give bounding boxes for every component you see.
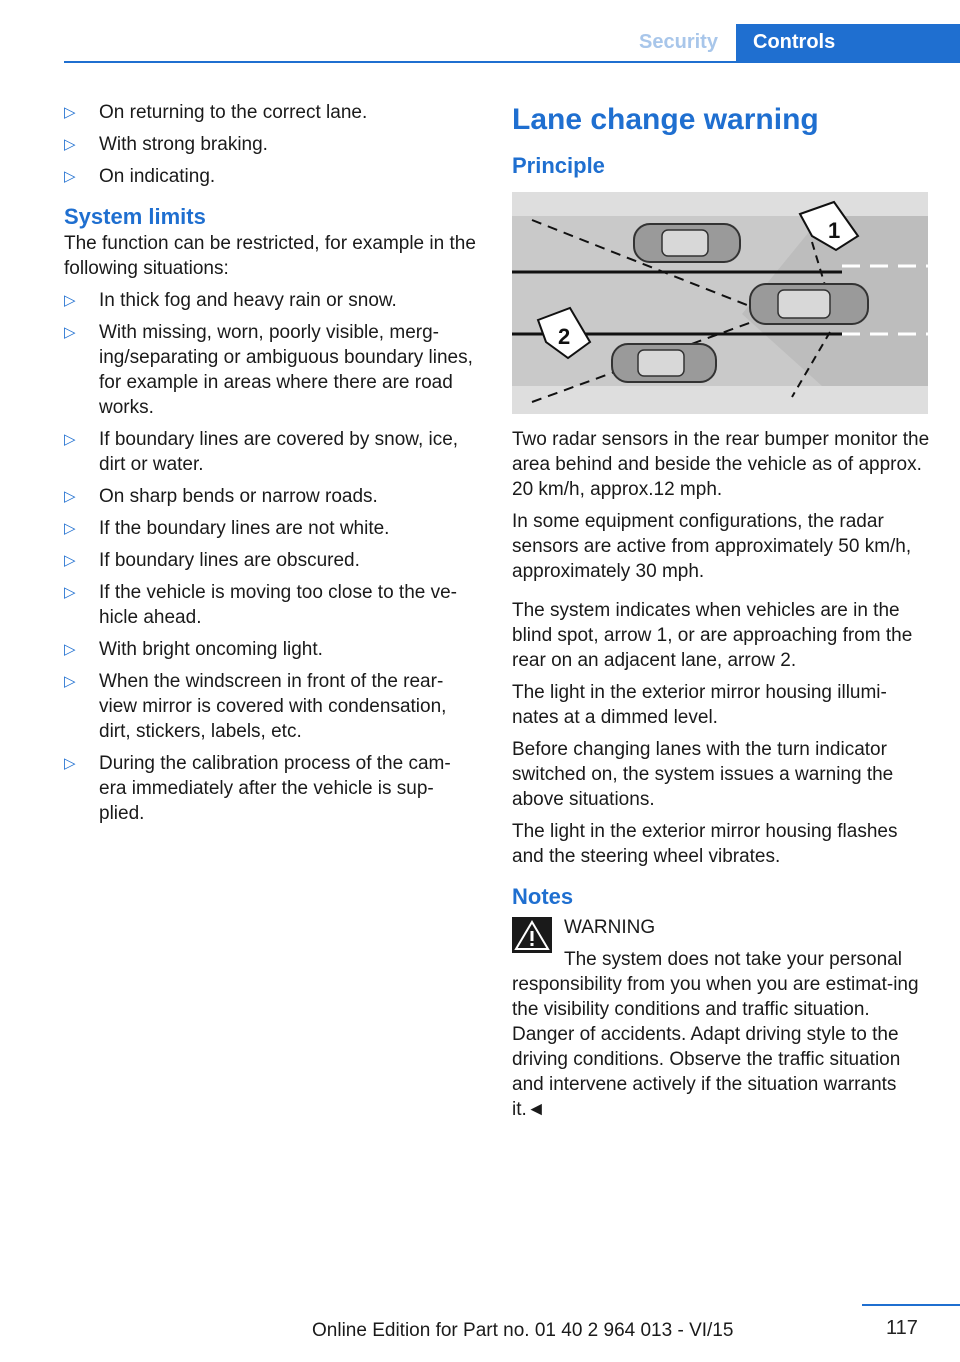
- tab-security[interactable]: Security: [639, 31, 718, 53]
- list-item: ▷ On returning to the correct lane.: [64, 102, 368, 123]
- list-item: ▷ With strong braking.: [64, 134, 268, 155]
- paragraph-indicates: The system indicates when vehicles are in the blind spot, arrow 1, or are approaching from the rear on an adjacent lane, arrow 2.: [512, 600, 913, 671]
- right-column: [512, 100, 932, 1122]
- triangle-bullet-icon: ▷: [64, 520, 76, 537]
- notes-heading: Notes: [512, 884, 574, 909]
- triangle-bullet-icon: ▷: [64, 168, 76, 185]
- paragraph-before-changing: Before changing lanes with the turn indicator switched on, the system issues a warning the above situations.: [512, 739, 894, 810]
- list-item: ▷ In thick fog and heavy rain or snow.: [64, 290, 397, 311]
- triangle-bullet-icon: ▷: [64, 324, 76, 341]
- tab-controls[interactable]: Controls: [736, 24, 960, 61]
- warning-block: [512, 915, 932, 1122]
- list-item: ▷ On sharp bends or narrow roads.: [64, 486, 378, 507]
- system-limits-heading: System limits: [64, 204, 206, 229]
- header-rule: [64, 61, 960, 63]
- footer-edition: Online Edition for Part no. 01 40 2 964 013 - VI/15: [312, 1320, 734, 1341]
- car-approaching: [612, 344, 716, 382]
- list-item: ▷ During the calibration process of the cam‐era immediately after the vehicle is sup‐plied.: [64, 753, 451, 824]
- paragraph-equipment: In some equipment configurations, the radar sensors are active from approximately 50 km/h, approximately 30 mph.: [512, 511, 912, 582]
- list-item: ▷ If boundary lines are covered by snow, ice, dirt or water.: [64, 429, 459, 475]
- list-item: ▷ With missing, worn, poorly visible, merg‐ing/separating or ambiguous boundary lines, for example in areas where there are road works.: [64, 322, 473, 418]
- triangle-bullet-icon: ▷: [64, 755, 76, 772]
- list-item: ▷ When the windscreen in front of the rear‐view mirror is covered with condensation, dirt, stickers, labels, etc.: [64, 671, 447, 742]
- triangle-bullet-icon: ▷: [64, 641, 76, 658]
- system-limits-intro: The function can be restricted, for example in the following situations:: [64, 233, 476, 279]
- list-item: ▷ With bright oncoming light.: [64, 639, 323, 660]
- warning-text-rest: responsibility from you when you are estimat‐ing the visibility conditions and traffic situation. Danger of accidents. Adapt driving style to the driving conditions. Observe the traffic situation and intervene actively if the situation warrants it.◄: [512, 974, 919, 1120]
- car-blind-spot: [634, 224, 740, 262]
- paragraph-radar-sensors: Two radar sensors in the rear bumper monitor the area behind and beside the vehicle as of approx. 20 km/h, approx.12 mph.: [512, 429, 930, 500]
- principle-heading: Principle: [512, 153, 605, 178]
- list-item: ▷ If the boundary lines are not white.: [64, 518, 390, 539]
- paragraph-light-flashes: The light in the exterior mirror housing flashes and the steering wheel vibrates.: [512, 821, 898, 867]
- warning-label: WARNING: [564, 917, 656, 938]
- left-column: [64, 100, 476, 833]
- list-item: ▷ On indicating.: [64, 166, 216, 187]
- lane-change-illustration: [512, 192, 928, 414]
- triangle-bullet-icon: ▷: [64, 584, 76, 601]
- triangle-bullet-icon: ▷: [64, 136, 76, 153]
- footer-rule: [862, 1304, 960, 1306]
- list-item: ▷ If boundary lines are obscured.: [64, 550, 360, 571]
- warning-icon: [512, 917, 552, 953]
- triangle-bullet-icon: ▷: [64, 431, 76, 448]
- bullet-list-top: [64, 100, 476, 189]
- system-limits-list: [64, 288, 476, 826]
- triangle-bullet-icon: ▷: [64, 104, 76, 121]
- section-title: Lane change warning: [512, 103, 819, 136]
- svg-text:1: 1: [828, 218, 841, 243]
- triangle-bullet-icon: ▷: [64, 673, 76, 690]
- page-number: 117: [886, 1317, 918, 1339]
- paragraph-light-dimmed: The light in the exterior mirror housing illumi‐nates at a dimmed level.: [512, 682, 887, 728]
- car-ego: [750, 284, 868, 324]
- triangle-bullet-icon: ▷: [64, 488, 76, 505]
- list-item: ▷ If the vehicle is moving too close to the ve‐hicle ahead.: [64, 582, 458, 628]
- svg-text:2: 2: [558, 324, 571, 349]
- warning-text-first: The system does not take your personal: [564, 949, 902, 970]
- triangle-bullet-icon: ▷: [64, 292, 76, 309]
- triangle-bullet-icon: ▷: [64, 552, 76, 569]
